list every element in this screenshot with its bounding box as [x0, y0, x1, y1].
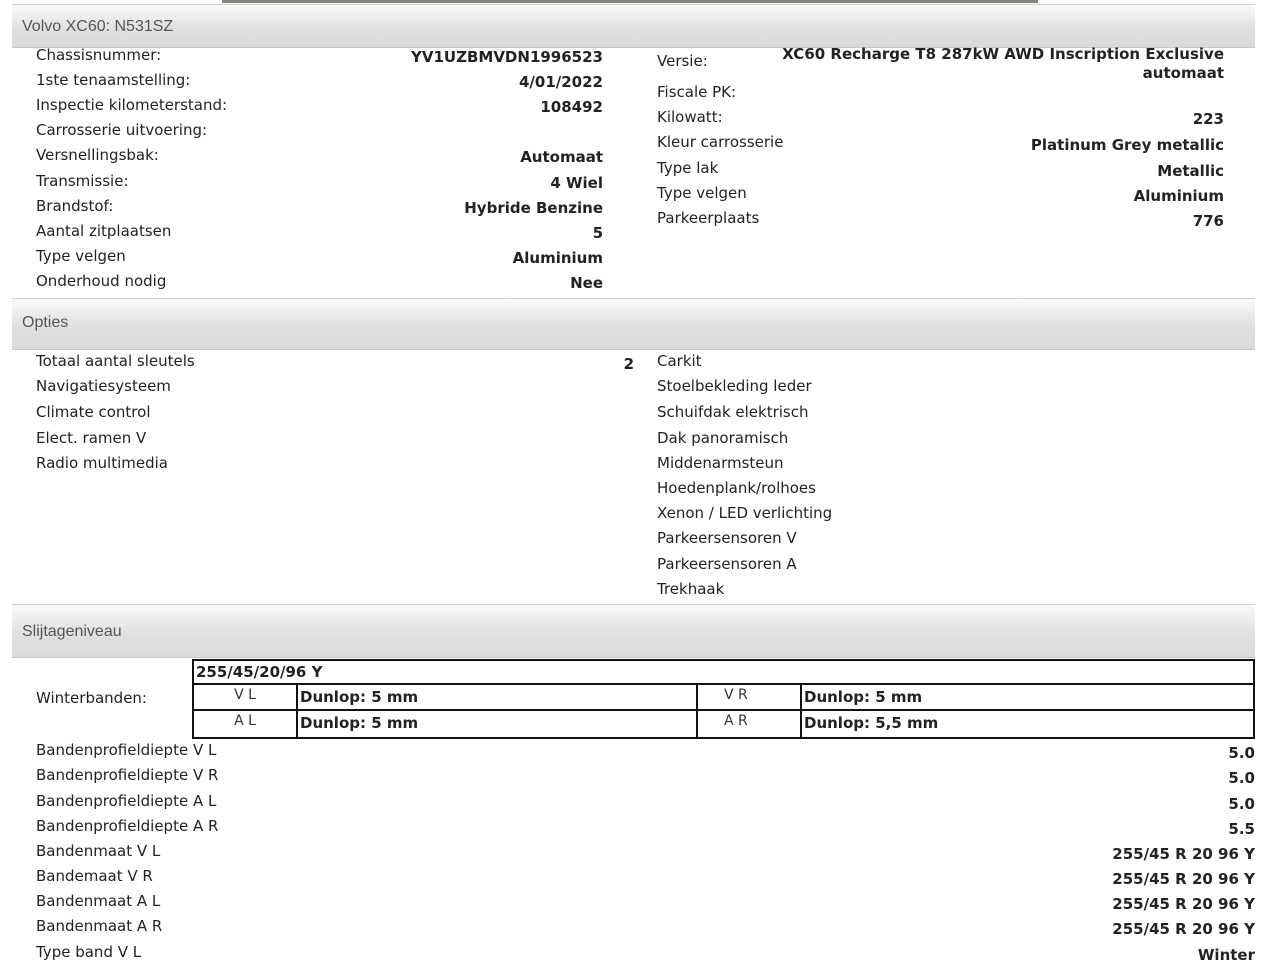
fuel-value: Hybride Benzine	[464, 199, 603, 217]
parking-spot-value: 776	[1192, 212, 1224, 230]
registration-value: 4/01/2022	[518, 73, 603, 91]
winter-tyres-label: Winterbanden:	[36, 689, 147, 707]
rims-type-label: Type velgen	[657, 184, 747, 202]
tyre-value-vl: Dunlop: 5 mm	[298, 685, 698, 711]
tyre-size-vl-label: Bandenmaat V L	[36, 842, 161, 860]
tyre-size-ar-label: Bandenmaat A R	[36, 917, 163, 935]
option-parcel-shelf: Hoedenplank/rolhoes	[657, 479, 816, 497]
registration-label: 1ste tenaamstelling:	[36, 71, 191, 89]
gearbox-label: Versnellingsbak:	[36, 146, 159, 164]
version-value	[724, 45, 1224, 83]
wear-section-header: Slijtageniveau	[12, 604, 1255, 658]
option-keys-label: Totaal aantal sleutels	[36, 352, 195, 370]
tread-depth-ar-value: 5.5	[1228, 820, 1255, 838]
seats-label: Aantal zitplaatsen	[36, 222, 172, 240]
chassis-value: YV1UZBMVDN1996523	[411, 48, 603, 66]
version-label: Versie:	[657, 52, 708, 70]
rims-type-value: Aluminium	[1133, 187, 1224, 205]
tread-depth-al-label: Bandenprofieldiepte A L	[36, 792, 217, 810]
tread-depth-vl-value: 5.0	[1228, 744, 1255, 762]
option-center-armrest: Middenarmsteun	[657, 454, 784, 472]
mileage-label: Inspectie kilometerstand:	[36, 96, 228, 114]
option-led-lights: Xenon / LED verlichting	[657, 504, 833, 522]
vehicle-section-header: Volvo XC60: N531SZ	[12, 4, 1255, 48]
gearbox-value: Automaat	[520, 148, 603, 166]
tread-depth-al-value: 5.0	[1228, 795, 1255, 813]
paint-type-value: Metallic	[1157, 162, 1224, 180]
option-keys-value: 2	[623, 355, 634, 373]
fiscal-hp-label: Fiscale PK:	[657, 83, 737, 101]
maintenance-value: Nee	[570, 274, 603, 292]
transmission-label: Transmissie:	[36, 172, 129, 190]
tyre-value-ar: Dunlop: 5,5 mm	[804, 714, 939, 732]
option-sunroof: Schuifdak elektrisch	[657, 403, 809, 421]
seats-value: 5	[592, 224, 603, 242]
tyre-pos-vl: V L	[194, 685, 298, 711]
body-color-label: Kleur carrosserie	[657, 133, 784, 151]
paint-type-label: Type lak	[657, 159, 719, 177]
tread-depth-vr-value: 5.0	[1228, 769, 1255, 787]
option-tow-hitch: Trekhaak	[657, 580, 725, 598]
winter-tyres-table	[192, 659, 1255, 739]
body-type-label: Carrosserie uitvoering:	[36, 121, 208, 139]
option-panoramic-roof: Dak panoramisch	[657, 429, 789, 447]
tyre-pos-al: A L	[194, 711, 298, 737]
tyre-size-vr-value: 255/45 R 20 96 Y	[1112, 870, 1255, 888]
tyre-value-vr: Dunlop: 5 mm	[802, 685, 1253, 711]
option-navigation: Navigatiesysteem	[36, 377, 171, 395]
tyre-size-vl-value: 255/45 R 20 96 Y	[1112, 845, 1255, 863]
tyre-size: 255/45/20/96 Y	[194, 661, 1253, 685]
chassis-label: Chassisnummer:	[36, 46, 162, 64]
transmission-value: 4 Wiel	[550, 174, 603, 192]
rims-label: Type velgen	[36, 247, 126, 265]
option-parking-sensors-rear: Parkeersensoren A	[657, 555, 797, 573]
mileage-value: 108492	[540, 98, 603, 116]
rims-value: Aluminium	[512, 249, 603, 267]
kilowatt-label: Kilowatt:	[657, 108, 723, 126]
maintenance-label: Onderhoud nodig	[36, 272, 167, 290]
options-section-header: Opties	[12, 298, 1255, 350]
tyre-type-vl-value: Winter	[1197, 946, 1255, 964]
tyre-size-al-value: 255/45 R 20 96 Y	[1112, 895, 1255, 913]
tread-depth-vl-label: Bandenprofieldiepte V L	[36, 741, 217, 759]
top-image-strip	[222, 0, 1038, 3]
tyre-pos-vr: V R	[698, 685, 802, 711]
option-climate-control: Climate control	[36, 403, 151, 421]
tyre-value-al: Dunlop: 5 mm	[298, 711, 698, 737]
tread-depth-ar-label: Bandenprofieldiepte A R	[36, 817, 219, 835]
tyre-size-vr-label: Bandemaat V R	[36, 867, 153, 885]
option-electric-windows: Elect. ramen V	[36, 429, 147, 447]
option-parking-sensors-front: Parkeersensoren V	[657, 529, 797, 547]
version-value-line1: XC60 Recharge T8 287kW AWD Inscription Exclusive	[782, 45, 1224, 63]
tyre-pos-ar: A R	[698, 711, 802, 737]
body-color-value: Platinum Grey metallic	[1030, 136, 1224, 154]
option-radio-multimedia: Radio multimedia	[36, 454, 168, 472]
parking-spot-label: Parkeerplaats	[657, 209, 760, 227]
option-leather-seats: Stoelbekleding leder	[657, 377, 812, 395]
option-carkit: Carkit	[657, 352, 702, 370]
tyre-type-vl-label: Type band V L	[36, 943, 142, 961]
tyre-size-ar-value: 255/45 R 20 96 Y	[1112, 920, 1255, 938]
kilowatt-value: 223	[1192, 110, 1224, 128]
tread-depth-vr-label: Bandenprofieldiepte V R	[36, 766, 219, 784]
version-value-line2: automaat	[1142, 64, 1224, 82]
fuel-label: Brandstof:	[36, 197, 114, 215]
tyre-size-al-label: Bandenmaat A L	[36, 892, 161, 910]
